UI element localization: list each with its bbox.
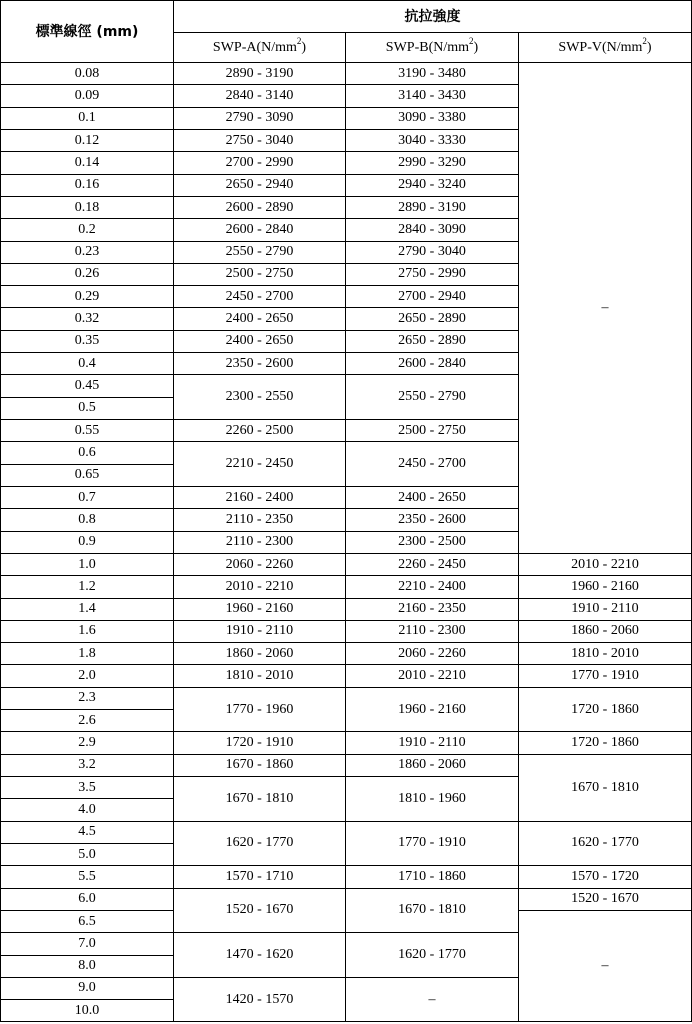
swp-b-cell: 2450 - 2700 [346, 442, 519, 487]
table-row [1, 754, 692, 776]
diameter-cell: 1.4 [1, 598, 174, 620]
table-row [1, 643, 692, 665]
swp-b-cell: 1860 - 2060 [346, 754, 519, 776]
diameter-cell: 0.35 [1, 330, 174, 352]
swp-b-cell: 2750 - 2990 [346, 263, 519, 285]
swp-b-cell: 1670 - 1810 [346, 888, 519, 933]
table-row [1, 888, 692, 910]
swp-b-cell: 2790 - 3040 [346, 241, 519, 263]
swp-a-cell: 2750 - 3040 [174, 129, 346, 151]
diameter-cell: 6.0 [1, 888, 174, 910]
swp-b-cell: 2990 - 3290 [346, 152, 519, 174]
swp-v-cell: 1670 - 1810 [519, 754, 692, 821]
swp-v-cell: 1570 - 1720 [519, 866, 692, 888]
table-row [1, 63, 692, 85]
swp-b-cell: 1910 - 2110 [346, 732, 519, 754]
table-row [1, 620, 692, 642]
swp-a-cell: 2600 - 2890 [174, 196, 346, 218]
diameter-cell: 0.1 [1, 107, 174, 129]
swp-b-cell: 2650 - 2890 [346, 308, 519, 330]
swp-a-cell: 2840 - 3140 [174, 85, 346, 107]
swp-a-cell: 1810 - 2010 [174, 665, 346, 687]
diameter-cell: 0.45 [1, 375, 174, 397]
table-row [1, 732, 692, 754]
diameter-cell: 10.0 [1, 1000, 174, 1022]
table-body [1, 63, 692, 1022]
table-row [1, 665, 692, 687]
swp-b-header: SWP-$B(N/mm^2)$ [346, 33, 519, 63]
swp-v-cell: 1720 - 1860 [519, 687, 692, 732]
diameter-cell: 9.0 [1, 977, 174, 999]
swp-a-cell: 2600 - 2840 [174, 219, 346, 241]
swp-v-cell: 1860 - 2060 [519, 620, 692, 642]
swp-b-cell: 2300 - 2500 [346, 531, 519, 553]
swp-v-cell: 1810 - 2010 [519, 643, 692, 665]
swp-b-cell: 1620 - 1770 [346, 933, 519, 978]
swp-b-cell: 2010 - 2210 [346, 665, 519, 687]
diameter-cell: 1.0 [1, 553, 174, 575]
diameter-cell: 0.08 [1, 63, 174, 85]
swp-a-cell: 1770 - 1960 [174, 687, 346, 732]
diameter-cell: 0.65 [1, 464, 174, 486]
diameter-cell: 2.3 [1, 687, 174, 709]
swp-a-cell: 2160 - 2400 [174, 486, 346, 508]
swp-v-cell: 1960 - 2160 [519, 576, 692, 598]
swp-v-cell: 1910 - 2110 [519, 598, 692, 620]
diameter-cell: 5.5 [1, 866, 174, 888]
swp-a-cell: 1720 - 1910 [174, 732, 346, 754]
swp-a-cell: 2700 - 2990 [174, 152, 346, 174]
diameter-cell: 4.5 [1, 821, 174, 843]
swp-a-cell: 2060 - 2260 [174, 553, 346, 575]
diameter-cell: 0.7 [1, 486, 174, 508]
swp-b-cell: 1810 - 1960 [346, 777, 519, 822]
swp-a-cell: 1860 - 2060 [174, 643, 346, 665]
diameter-cell: 0.09 [1, 85, 174, 107]
swp-a-cell: 2010 - 2210 [174, 576, 346, 598]
table-row [1, 866, 692, 888]
swp-a-cell: 2300 - 2550 [174, 375, 346, 420]
diameter-cell: 0.29 [1, 286, 174, 308]
diameter-cell: 6.5 [1, 910, 174, 932]
diameter-cell: 0.6 [1, 442, 174, 464]
diameter-cell: 5.0 [1, 843, 174, 865]
swp-a-cell: 2400 - 2650 [174, 308, 346, 330]
diameter-cell: 0.8 [1, 509, 174, 531]
swp-b-cell: 2890 - 3190 [346, 196, 519, 218]
diameter-cell: 2.9 [1, 732, 174, 754]
swp-a-cell: 1670 - 1810 [174, 777, 346, 822]
swp-v-cell: – [519, 910, 692, 1022]
swp-b-cell: – [346, 977, 519, 1022]
swp-a-cell: 2260 - 2500 [174, 420, 346, 442]
diameter-cell: 0.5 [1, 397, 174, 419]
table-row [1, 821, 692, 843]
diameter-cell: 3.5 [1, 777, 174, 799]
swp-a-cell: 2790 - 3090 [174, 107, 346, 129]
table-row [1, 553, 692, 575]
diameter-cell: 0.23 [1, 241, 174, 263]
swp-v-cell: 1520 - 1670 [519, 888, 692, 910]
table-row [1, 687, 692, 709]
table-row [1, 576, 692, 598]
tensile-strength-header: 抗拉強度 [174, 1, 692, 33]
diameter-cell: 0.16 [1, 174, 174, 196]
diameter-cell: 0.14 [1, 152, 174, 174]
diameter-cell: 1.6 [1, 620, 174, 642]
swp-b-cell: 3140 - 3430 [346, 85, 519, 107]
diameter-cell: 0.12 [1, 129, 174, 151]
swp-b-cell: 1710 - 1860 [346, 866, 519, 888]
swp-a-cell: 1670 - 1860 [174, 754, 346, 776]
swp-b-cell: 2940 - 3240 [346, 174, 519, 196]
swp-b-cell: 2650 - 2890 [346, 330, 519, 352]
diameter-header: 標準線徑 (mm) [1, 1, 174, 63]
swp-b-cell: 2110 - 2300 [346, 620, 519, 642]
swp-a-cell: 2650 - 2940 [174, 174, 346, 196]
swp-v-header: SWP-$V(N/mm^2)$ [519, 33, 692, 63]
swp-a-cell: 2890 - 3190 [174, 63, 346, 85]
swp-a-cell: 2500 - 2750 [174, 263, 346, 285]
swp-a-cell: 2350 - 2600 [174, 353, 346, 375]
swp-a-cell: 1470 - 1620 [174, 933, 346, 978]
swp-b-cell: 2210 - 2400 [346, 576, 519, 598]
diameter-cell: 1.2 [1, 576, 174, 598]
diameter-cell: 0.18 [1, 196, 174, 218]
swp-a-cell: 2400 - 2650 [174, 330, 346, 352]
diameter-cell: 3.2 [1, 754, 174, 776]
table-row [1, 598, 692, 620]
diameter-cell: 4.0 [1, 799, 174, 821]
diameter-cell: 8.0 [1, 955, 174, 977]
diameter-cell: 0.26 [1, 263, 174, 285]
swp-b-cell: 2260 - 2450 [346, 553, 519, 575]
swp-b-cell: 1770 - 1910 [346, 821, 519, 866]
swp-b-cell: 2600 - 2840 [346, 353, 519, 375]
swp-v-cell: 2010 - 2210 [519, 553, 692, 575]
swp-b-cell: 3090 - 3380 [346, 107, 519, 129]
swp-a-cell: 2110 - 2300 [174, 531, 346, 553]
swp-a-cell: 1520 - 1670 [174, 888, 346, 933]
swp-b-cell: 2700 - 2940 [346, 286, 519, 308]
diameter-cell: 0.32 [1, 308, 174, 330]
swp-b-cell: 2400 - 2650 [346, 486, 519, 508]
diameter-cell: 0.2 [1, 219, 174, 241]
swp-b-cell: 2160 - 2350 [346, 598, 519, 620]
swp-b-cell: 2840 - 3090 [346, 219, 519, 241]
swp-b-cell: 2350 - 2600 [346, 509, 519, 531]
swp-b-cell: 1960 - 2160 [346, 687, 519, 732]
swp-v-cell: 1720 - 1860 [519, 732, 692, 754]
swp-a-cell: 2110 - 2350 [174, 509, 346, 531]
diameter-cell: 0.55 [1, 420, 174, 442]
swp-a-cell: 1420 - 1570 [174, 977, 346, 1022]
swp-v-cell: 1620 - 1770 [519, 821, 692, 866]
swp-a-cell: 1910 - 2110 [174, 620, 346, 642]
swp-a-header: SWP-$A(N/mm^2)$ [174, 33, 346, 63]
diameter-cell: 7.0 [1, 933, 174, 955]
diameter-cell: 0.4 [1, 353, 174, 375]
diameter-cell: 2.6 [1, 710, 174, 732]
swp-b-cell: 2060 - 2260 [346, 643, 519, 665]
swp-a-cell: 1620 - 1770 [174, 821, 346, 866]
swp-b-cell: 3190 - 3480 [346, 63, 519, 85]
swp-b-cell: 2500 - 2750 [346, 420, 519, 442]
swp-v-cell: – [519, 63, 692, 554]
swp-b-cell: 2550 - 2790 [346, 375, 519, 420]
swp-a-cell: 2210 - 2450 [174, 442, 346, 487]
diameter-cell: 0.9 [1, 531, 174, 553]
swp-a-cell: 1960 - 2160 [174, 598, 346, 620]
swp-a-cell: 2550 - 2790 [174, 241, 346, 263]
swp-a-cell: 1570 - 1710 [174, 866, 346, 888]
swp-b-cell: 3040 - 3330 [346, 129, 519, 151]
swp-a-cell: 2450 - 2700 [174, 286, 346, 308]
diameter-cell: 1.8 [1, 643, 174, 665]
diameter-cell: 2.0 [1, 665, 174, 687]
swp-v-cell: 1770 - 1910 [519, 665, 692, 687]
